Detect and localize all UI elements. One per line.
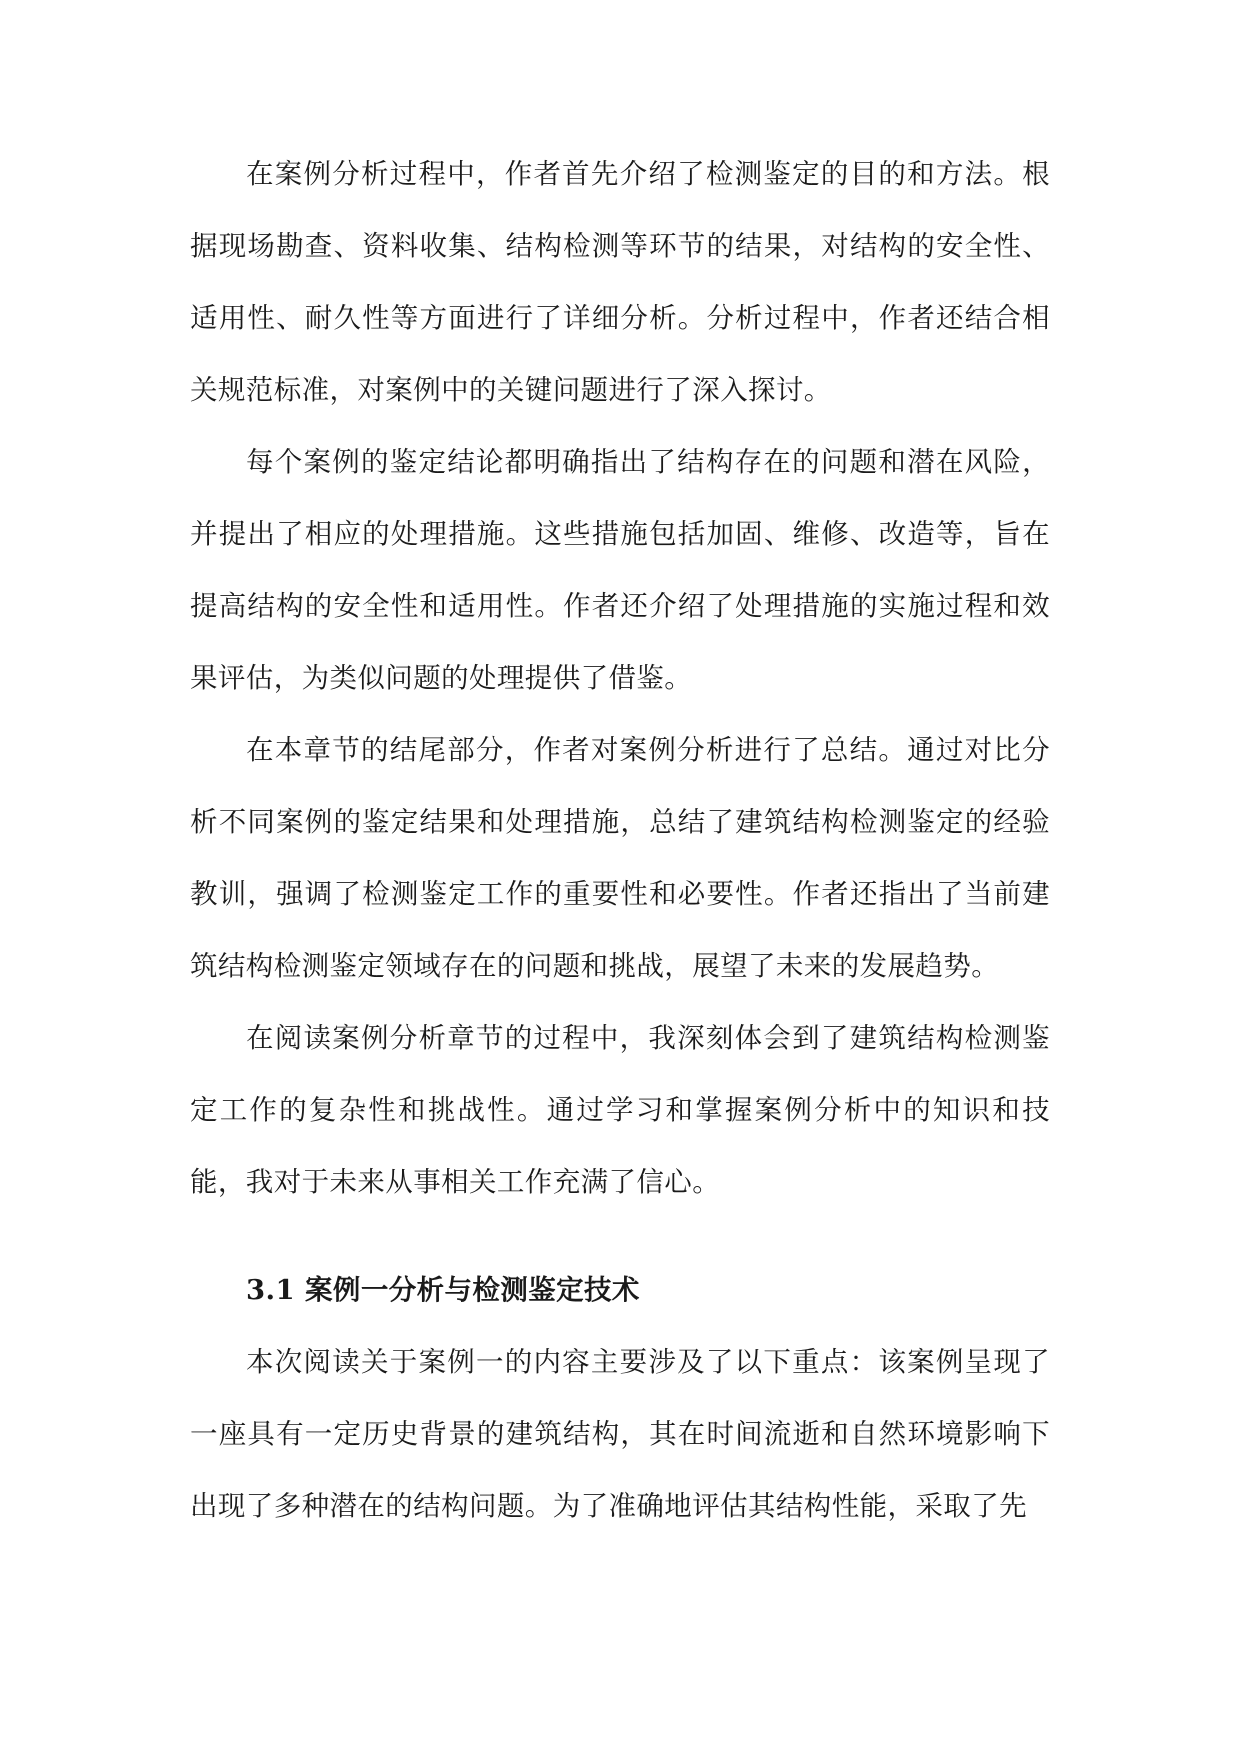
paragraph: 每个案例的鉴定结论都明确指出了结构存在的问题和潜在风险，并提出了相应的处理措施。这些措施包括加固、维修、改造等，旨在提高结构的安全性和适用性。作者还介绍了处理措施的实施过程和效果评估，为类似问题的处理提供了借鉴。 [190, 446, 1050, 694]
section-heading: 3.1 案例一分析与检测鉴定技术 [246, 1274, 640, 1306]
paragraph: 在阅读案例分析章节的过程中，我深刻体会到了建筑结构检测鉴定工作的复杂性和挑战性。通过学习和掌握案例分析中的知识和技能，我对于未来从事相关工作充满了信心。 [190, 1022, 1050, 1198]
paragraph: 在本章节的结尾部分，作者对案例分析进行了总结。通过对比分析不同案例的鉴定结果和处理措施，总结了建筑结构检测鉴定的经验教训，强调了检测鉴定工作的重要性和必要性。作者还指出了当前建筑结构检测鉴定领域存在的问题和挑战，展望了未来的发展趋势。 [190, 734, 1050, 982]
paragraph: 本次阅读关于案例一的内容主要涉及了以下重点：该案例呈现了一座具有一定历史背景的建筑结构，其在时间流逝和自然环境影响下出现了多种潜在的结构问题。为了准确地评估其结构性能，采取了先 [190, 1346, 1050, 1522]
document-body [190, 138, 1050, 1542]
paragraph: 在案例分析过程中，作者首先介绍了检测鉴定的目的和方法。根据现场勘查、资料收集、结构检测等环节的结果，对结构的安全性、适用性、耐久性等方面进行了详细分析。分析过程中，作者还结合相关规范标准，对案例中的关键问题进行了深入探讨。 [190, 158, 1050, 406]
